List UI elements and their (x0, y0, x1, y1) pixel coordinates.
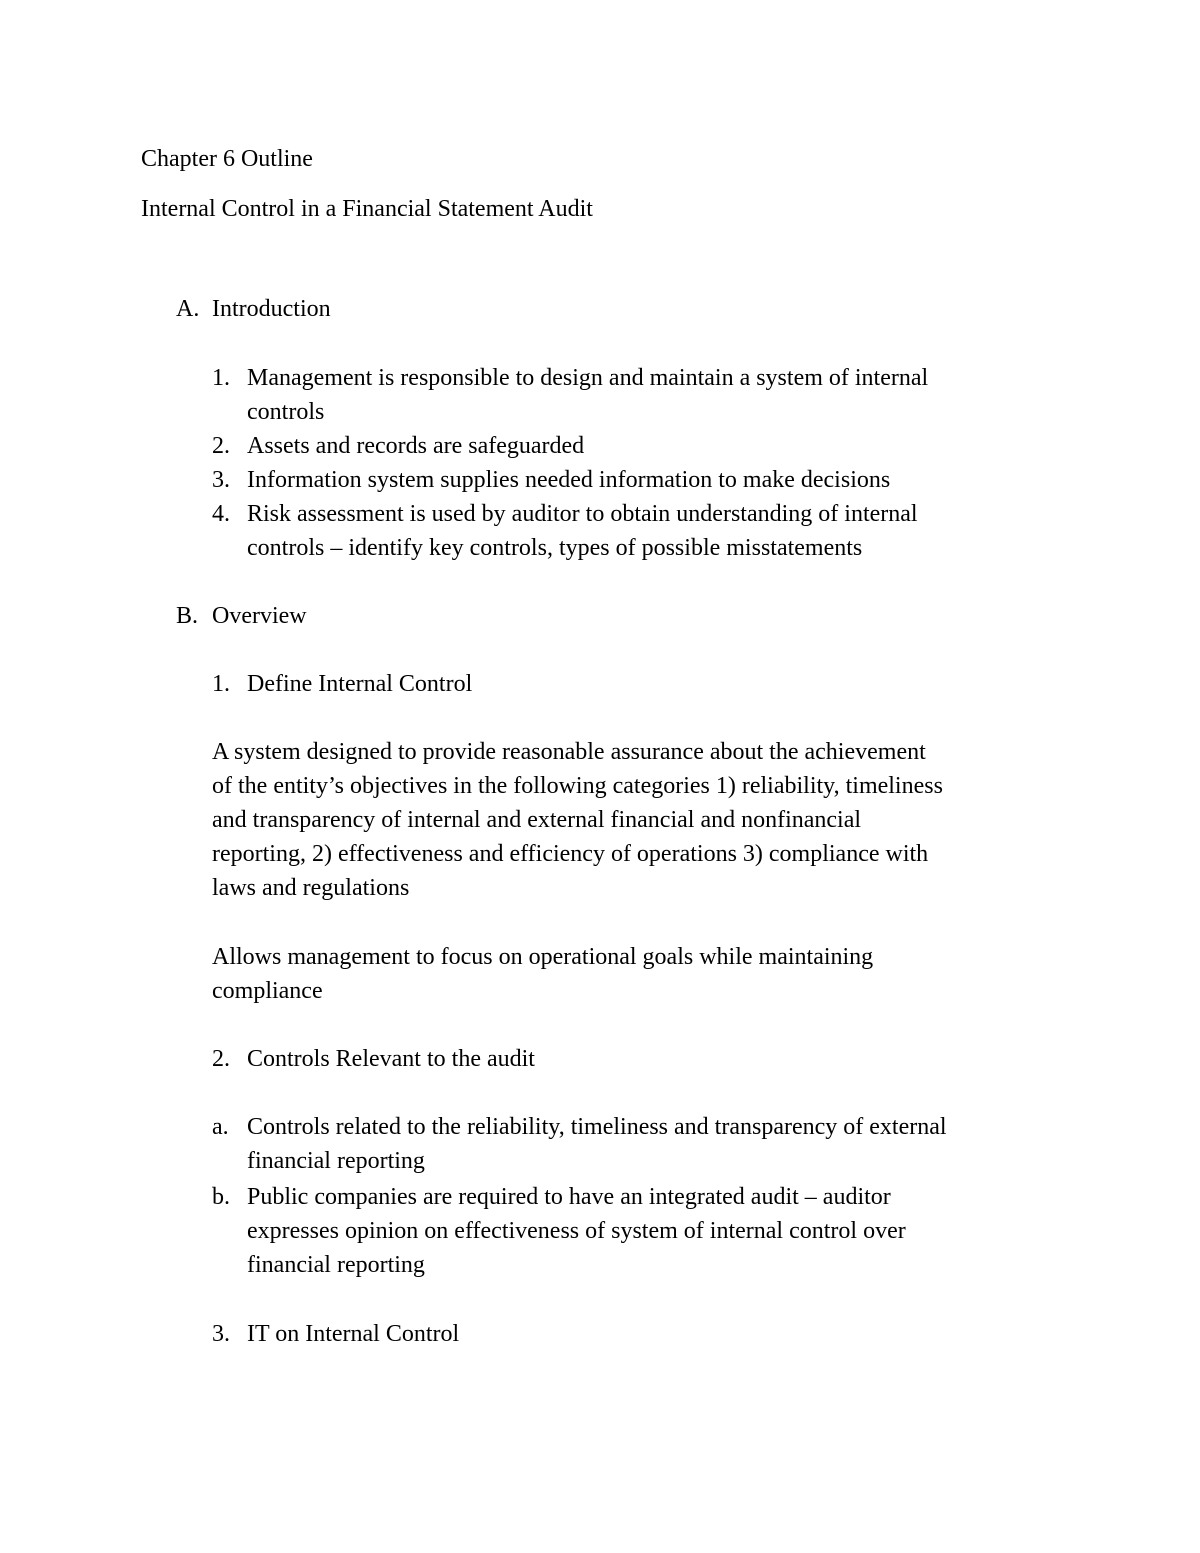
section-a-marker: A. (176, 296, 200, 322)
subitem-b-letter: b. (212, 1184, 230, 1210)
subitem-a-line-2: financial reporting (247, 1148, 425, 1174)
section-a-item-1-number: 1. (212, 365, 230, 391)
document-subtitle: Internal Control in a Financial Statement Audit (141, 196, 593, 222)
definition-line-1: A system designed to provide reasonable assurance about the achievement (212, 739, 926, 765)
subitem-b-line-1: Public companies are required to have an integrated audit – auditor (247, 1184, 891, 1210)
subitem-b-line-3: financial reporting (247, 1252, 425, 1278)
section-a-item-3-line-1: Information system supplies needed information to make decisions (247, 467, 891, 493)
section-b-marker: B. (176, 603, 199, 629)
subitem-b-line-2: expresses opinion on effectiveness of system of internal control over (247, 1218, 906, 1244)
section-a-item-4-number: 4. (212, 501, 230, 527)
section-b-heading: Overview (212, 603, 307, 629)
definition-line-3: and transparency of internal and external financial and nonfinancial (212, 807, 862, 833)
section-a-item-4-line-2: controls – identify key controls, types of possible misstatements (247, 535, 863, 561)
section-b-item-3-label: IT on Internal Control (247, 1321, 460, 1347)
section-a-item-3-number: 3. (212, 467, 230, 493)
definition-line-4: reporting, 2) effectiveness and efficiency of operations 3) compliance with (212, 841, 929, 867)
section-a-item-2-line-1: Assets and records are safeguarded (247, 433, 585, 459)
subitem-a-letter: a. (212, 1114, 229, 1140)
section-b-item-2-number: 2. (212, 1046, 230, 1072)
section-a-item-2-number: 2. (212, 433, 230, 459)
subitem-a-line-1: Controls related to the reliability, timeliness and transparency of external (247, 1114, 947, 1140)
section-b-item-3-number: 3. (212, 1321, 230, 1347)
section-b-item-2-label: Controls Relevant to the audit (247, 1046, 535, 1072)
management-focus-line-1: Allows management to focus on operational goals while maintaining (212, 944, 874, 970)
management-focus-line-2: compliance (212, 978, 323, 1004)
definition-line-5: laws and regulations (212, 875, 410, 901)
section-a-item-1-line-1: Management is responsible to design and maintain a system of internal (247, 365, 929, 391)
section-a-item-1-line-2: controls (247, 399, 325, 425)
definition-line-2: of the entity’s objectives in the following categories 1) reliability, timeliness (212, 773, 943, 799)
section-b-item-1-number: 1. (212, 671, 230, 697)
chapter-title: Chapter 6 Outline (141, 146, 313, 172)
section-a-heading: Introduction (212, 296, 331, 322)
section-a-item-4-line-1: Risk assessment is used by auditor to obtain understanding of internal (247, 501, 918, 527)
section-b-item-1-label: Define Internal Control (247, 671, 473, 697)
